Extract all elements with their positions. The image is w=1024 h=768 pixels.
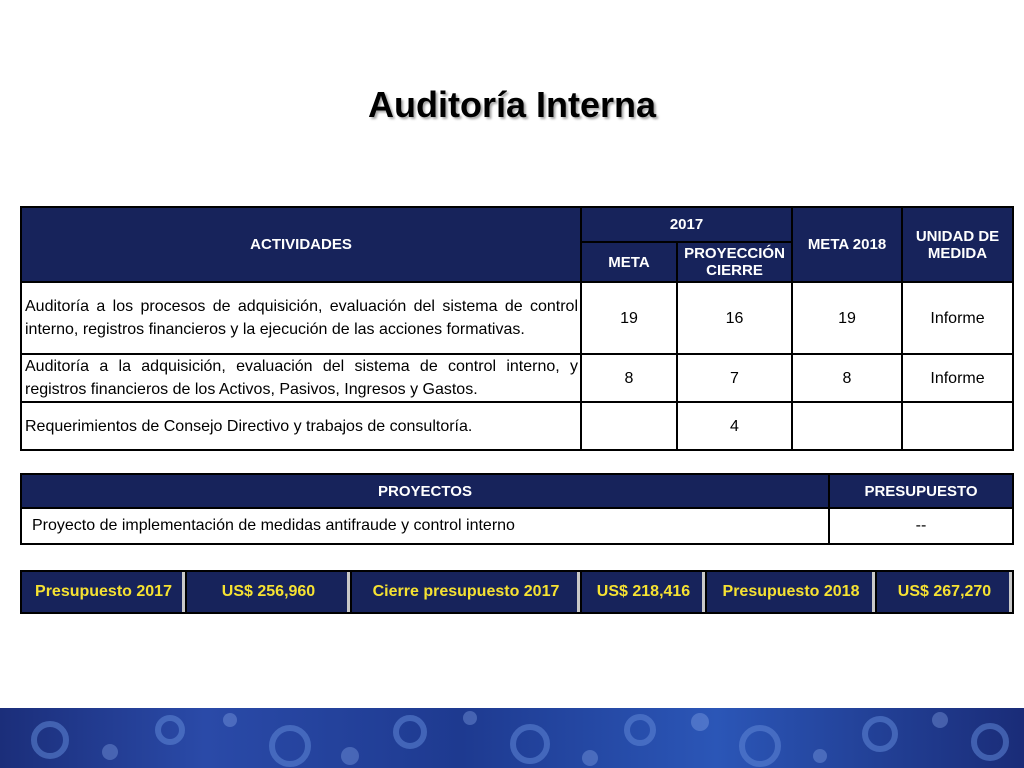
table-row — [21, 402, 1013, 450]
header-proyeccion-cierre: PROYECCIÓN CIERRE — [677, 242, 792, 282]
header-meta: META — [581, 242, 677, 282]
page-title: Auditoría Interna — [367, 84, 657, 125]
activity-meta-2018: 19 — [792, 282, 902, 354]
project-budget: -- — [829, 508, 1013, 544]
table-row — [21, 508, 1013, 544]
table-row — [21, 282, 1013, 354]
gear-pattern-icon — [0, 708, 1024, 768]
activity-unidad: Informe — [902, 354, 1013, 402]
activities-table — [20, 206, 1014, 451]
budget-strip — [20, 570, 1014, 614]
budget-value-2018: US$ 267,270 — [876, 571, 1013, 613]
projects-table — [20, 473, 1014, 545]
header-presupuesto: PRESUPUESTO — [829, 474, 1013, 508]
activity-description: Requerimientos de Consejo Directivo y trabajos de consultoría. — [21, 402, 581, 450]
activity-meta-2018 — [792, 402, 902, 450]
project-name: Proyecto de implementación de medidas antifraude y control interno — [21, 508, 829, 544]
budget-label-cierre-2017: Cierre presupuesto 2017 — [351, 571, 581, 613]
activity-proyeccion: 16 — [677, 282, 792, 354]
activity-meta: 8 — [581, 354, 677, 402]
table-row — [21, 354, 1013, 402]
header-proyectos: PROYECTOS — [21, 474, 829, 508]
budget-value-cierre-2017: US$ 218,416 — [581, 571, 706, 613]
budget-label-2018: Presupuesto 2018 — [706, 571, 876, 613]
activity-meta: 19 — [581, 282, 677, 354]
activity-description: Auditoría a la adquisición, evaluación del sistema de control interno, y registros financieros de los Activos, Pasivos, Ingresos y Gastos. — [21, 354, 581, 402]
activity-proyeccion: 7 — [677, 354, 792, 402]
budget-value-2017: US$ 256,960 — [186, 571, 351, 613]
activity-meta-2018: 8 — [792, 354, 902, 402]
decorative-gear-band — [0, 708, 1024, 768]
header-unidad-medida: UNIDAD DE MEDIDA — [902, 207, 1013, 282]
header-actividades: ACTIVIDADES — [21, 207, 581, 282]
budget-label-2017: Presupuesto 2017 — [21, 571, 186, 613]
activity-unidad: Informe — [902, 282, 1013, 354]
activity-description: Auditoría a los procesos de adquisición, evaluación del sistema de control interno, registros financieros y la ejecución de las acciones formativas. — [21, 282, 581, 354]
header-meta-2018: META 2018 — [792, 207, 902, 282]
activity-meta — [581, 402, 677, 450]
activity-proyeccion: 4 — [677, 402, 792, 450]
header-year-2017: 2017 — [581, 207, 792, 242]
activity-unidad — [902, 402, 1013, 450]
